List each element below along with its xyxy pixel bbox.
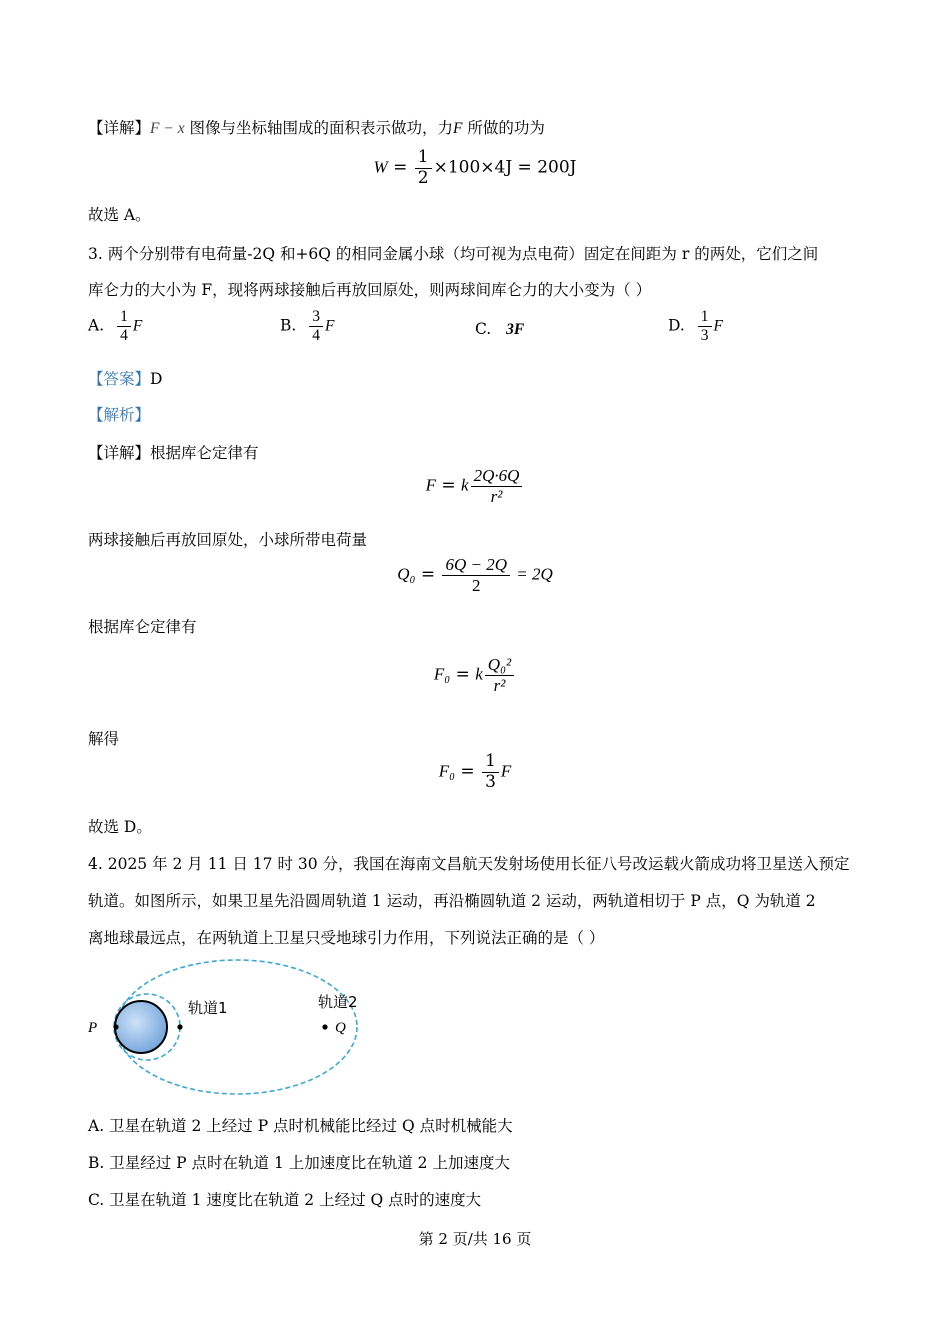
q3-option-c	[475, 320, 524, 339]
label-orbit-2: 轨道2	[318, 993, 358, 1011]
q3-option-d	[668, 308, 723, 345]
detail-text-b: 所做的功为	[462, 119, 545, 137]
option-b-den: 4	[312, 326, 321, 344]
detail-line-1	[88, 116, 545, 138]
equation-result	[0, 752, 950, 792]
detail2-label: 【详解】	[88, 444, 151, 462]
q4-line-1: 4. 2025 年 2 月 11 日 17 时 30 分，我国在海南文昌航天发射场使用长征八号改运载火箭成功将卫星送入预定	[88, 855, 850, 873]
solve-text: 解得	[88, 730, 120, 748]
eq2-k: k	[461, 475, 469, 495]
option-a-fraction	[117, 308, 131, 345]
eq2-eq: =	[435, 475, 462, 496]
eq2-fraction	[471, 466, 523, 506]
option-b-fraction	[309, 308, 323, 345]
option-b-label: B.	[280, 316, 297, 335]
equation-new-force	[0, 655, 950, 695]
q3-line-1: 3. 两个分别带有电荷量-2Q 和+6Q 的相同金属小球（均可视为点电荷）固定在间距为 r 的两处，它们之间	[88, 245, 819, 263]
option-d-fraction	[698, 308, 712, 345]
answer-value: D	[150, 370, 163, 388]
option-c-expr: 3F	[506, 321, 525, 338]
eq1-num: 1	[415, 148, 432, 169]
detail-label: 【详解】	[88, 119, 151, 137]
eq1-lhs: W	[373, 157, 388, 177]
option-a-num: 1	[117, 308, 131, 327]
label-orbit-1: 轨道1	[188, 999, 228, 1017]
contact-text: 两球接触后再放回原处，小球所带电荷量	[88, 531, 368, 549]
q4-line-2: 轨道。如图所示，如果卫星先沿圆周轨道 1 运动，再沿椭圆轨道 2 运动，两轨道相切于 P 点，Q 为轨道 2	[88, 892, 816, 910]
eq5-den: 3	[485, 771, 496, 792]
eq3-lhs: Q₀	[397, 564, 416, 584]
eq3-den: 2	[472, 575, 481, 595]
eq2-lhs: F	[425, 475, 436, 495]
orbit-diagram	[80, 955, 380, 1105]
detail2-text: 根据库仑定律有	[150, 444, 259, 462]
eq2-den: r²	[490, 486, 503, 506]
q3-option-b	[280, 308, 334, 345]
detail-line-2	[88, 441, 259, 463]
eq4-den: r²	[493, 675, 506, 695]
eq3-eq: =	[415, 564, 441, 585]
eq5-var: F	[500, 761, 512, 781]
eq2-num: 2Q·6Q	[471, 466, 523, 487]
detail-text-a: 图像与坐标轴围成的面积表示做功，力	[184, 119, 454, 137]
q4-line-3: 离地球最远点，在两轨道上卫星只受地球引力作用，下列说法正确的是（ ）	[88, 929, 605, 947]
point-q-dot	[322, 1024, 327, 1029]
choose-d: 故选 D。	[88, 818, 152, 836]
eq3-num: 6Q − 2Q	[442, 555, 510, 576]
page-footer: 第 2 页/共 16 页	[418, 1230, 532, 1248]
equation-work	[0, 148, 950, 188]
choose-a: 故选 A。	[88, 206, 151, 224]
label-q: Q	[335, 1020, 346, 1036]
option-d-num: 1	[698, 308, 712, 327]
orbit-1-dot	[177, 1024, 182, 1029]
eq5-eq: =	[455, 761, 481, 782]
eq4-eq: =	[450, 664, 476, 685]
option-b-num: 3	[309, 308, 323, 327]
option-b-var: F	[325, 317, 335, 335]
coulomb-text-2: 根据库仑定律有	[88, 618, 197, 636]
eq3-rhs: = 2Q	[512, 564, 553, 584]
q4-option-c: C. 卫星在轨道 1 速度比在轨道 2 上经过 Q 点时的速度大	[88, 1191, 482, 1209]
option-d-den: 3	[700, 326, 709, 344]
eq4-lhs: F₀	[433, 664, 451, 684]
eq5-fraction	[482, 752, 499, 792]
earth-icon	[115, 1001, 167, 1053]
eq4-fraction	[485, 655, 514, 695]
option-a-den: 4	[120, 326, 128, 344]
eq1-den: 2	[417, 167, 429, 188]
q4-option-b: B. 卫星经过 P 点时在轨道 1 上加速度比在轨道 2 上加速度大	[88, 1154, 510, 1172]
option-d-var: F	[713, 317, 723, 335]
eq1-rhs: ×100×4J = 200J	[433, 157, 577, 178]
fx-symbol: F − x	[150, 120, 185, 137]
q3-option-a	[88, 308, 142, 345]
q4-option-a: A. 卫星在轨道 2 上经过 P 点时机械能比经过 Q 点时机械能大	[88, 1117, 513, 1135]
eq3-fraction	[442, 555, 510, 595]
analysis-label: 【解析】	[88, 406, 151, 424]
point-p-dot	[113, 1024, 118, 1029]
option-a-var: F	[132, 317, 143, 335]
eq5-num: 1	[482, 752, 499, 773]
force-symbol: F	[453, 120, 463, 137]
eq1-eq: =	[387, 157, 413, 178]
option-a-label: A.	[88, 316, 105, 335]
answer-line	[88, 367, 162, 389]
label-p: P	[88, 1020, 98, 1036]
equation-coulomb	[0, 466, 950, 506]
equation-charge	[0, 555, 950, 595]
answer-label: 【答案】	[88, 370, 151, 388]
eq5-lhs: F₀	[438, 761, 455, 781]
eq4-k: k	[475, 664, 483, 684]
eq1-fraction	[415, 148, 432, 188]
option-d-label: D.	[668, 316, 685, 335]
option-c-label: C.	[475, 320, 492, 338]
q3-line-2: 库仑力的大小为 F，现将两球接触后再放回原处，则两球间库仑力的大小变为（ ）	[88, 281, 652, 299]
eq4-num: Q₀²	[485, 655, 514, 676]
